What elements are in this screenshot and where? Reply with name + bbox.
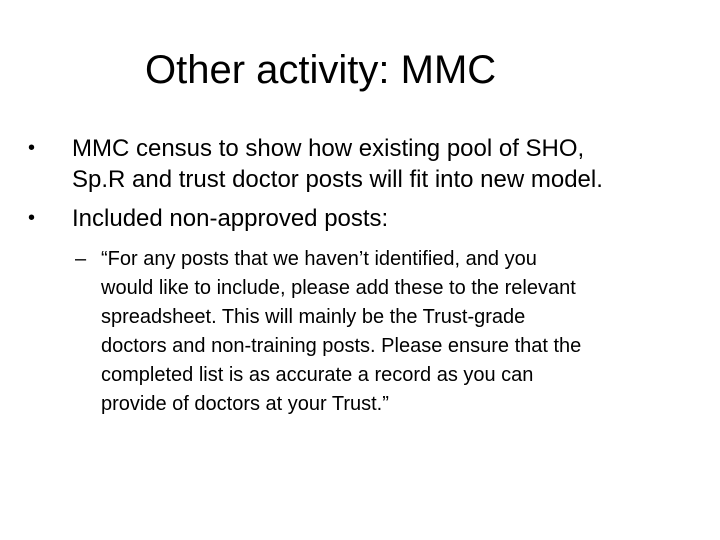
quote-text-line: “For any posts that we haven’t identified, and you (101, 248, 537, 270)
quote-text-line: spreadsheet. This will mainly be the Trust-grade (101, 306, 526, 328)
bullet-marker: • (28, 207, 36, 229)
quote-text-line: provide of doctors at your Trust.” (101, 393, 389, 415)
bullet-text-line: Sp.R and trust doctor posts will fit into new model. (72, 166, 603, 193)
bullet-marker: • (28, 137, 36, 159)
quote-text-line: completed list is as accurate a record as you can (101, 364, 534, 386)
sub-bullet-marker: – (75, 248, 87, 270)
quote-text-line: would like to include, please add these to the relevant (101, 277, 576, 299)
quote-text-line: doctors and non-training posts. Please ensure that the (101, 335, 582, 357)
bullet-text-line: MMC census to show how existing pool of SHO, (72, 135, 585, 162)
slide-title: Other activity: MMC (145, 48, 497, 92)
bullet-text-line: Included non-approved posts: (72, 205, 389, 232)
